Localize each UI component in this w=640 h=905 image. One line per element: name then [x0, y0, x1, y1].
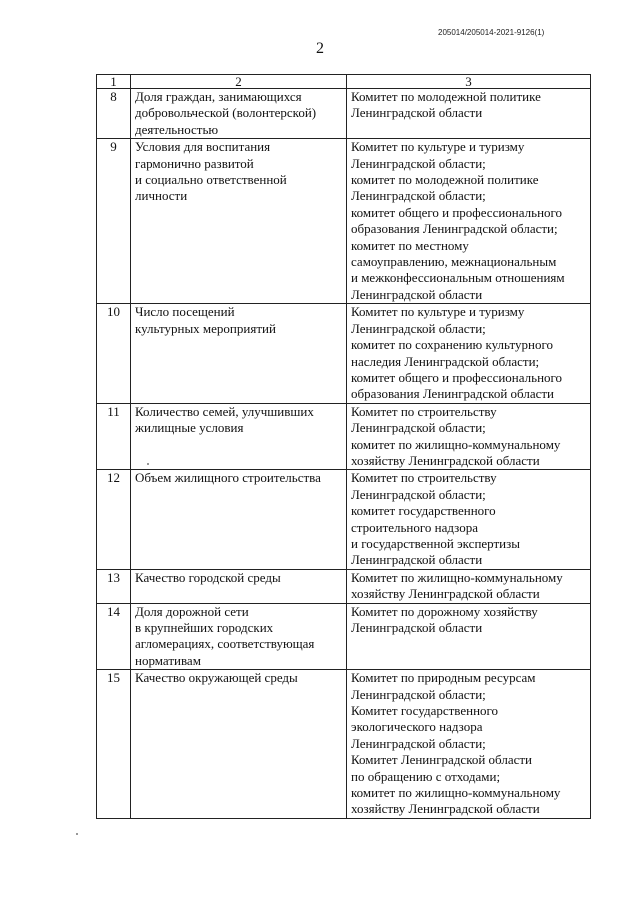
committee-cell [347, 470, 591, 569]
table-row [97, 470, 591, 569]
row-number: 14 [97, 603, 131, 670]
committee-line: комитет по сохранению культурного [351, 337, 553, 353]
committee-line: Комитет по строительству [351, 403, 497, 419]
committee-line: экологического надзора [351, 719, 483, 735]
indicator-cell [131, 403, 347, 470]
committee-line: хозяйству Ленинградской области [351, 586, 540, 602]
committee-line: комитет общего и профессионального [351, 369, 563, 385]
committee-cell [347, 603, 591, 670]
indicator-cell [131, 470, 347, 569]
row-number: 15 [97, 670, 131, 819]
column-header-number: 1 [97, 75, 131, 89]
committee-cell [347, 139, 591, 304]
committee-line: Ленинградской области; [351, 486, 486, 502]
committee-line: образования Ленинградской области; [351, 221, 558, 237]
committee-line: Комитет по жилищно-коммунальному [351, 569, 563, 585]
committee-line: Ленинградской области; [351, 420, 486, 436]
indicator-line: жилищные условия [135, 420, 244, 436]
indicator-cell [131, 670, 347, 819]
committee-cell [347, 89, 591, 139]
indicator-line: Доля дорожной сети [135, 603, 249, 619]
table-row [97, 569, 591, 603]
committee-line: Ленинградской области; [351, 735, 486, 751]
committee-line: комитет по жилищно-коммунальному [351, 436, 561, 452]
committee-line: и государственной экспертизы [351, 535, 521, 551]
committee-line: комитет по местному [351, 237, 469, 253]
indicator-cell [131, 89, 347, 139]
row-number: 12 [97, 470, 131, 569]
committee-line: комитет государственного [351, 503, 496, 519]
committee-line: Комитет Ленинградской области [351, 752, 533, 768]
committee-cell [347, 403, 591, 470]
committee-line: Комитет по строительству [351, 470, 497, 486]
committee-line: Ленинградской области [351, 286, 483, 302]
indicator-cell [131, 603, 347, 670]
page-number: 2 [316, 40, 324, 57]
indicator-cell [131, 304, 347, 403]
committee-line: Ленинградской области [351, 105, 483, 121]
row-number: 11 [97, 403, 131, 470]
table-row [97, 670, 591, 819]
committee-line: Ленинградской области; [351, 188, 486, 204]
committee-line: наследия Ленинградской области; [351, 353, 540, 369]
indicator-line: Условия для воспитания [135, 139, 271, 155]
indicator-line: и социально ответственной [135, 172, 287, 188]
committee-line: и межконфессиональным отношениям [351, 270, 565, 286]
responsibility-table [96, 74, 591, 819]
indicator-line: Доля граждан, занимающихся [135, 89, 302, 104]
committee-line: Комитет государственного [351, 703, 499, 719]
committee-line: комитет общего и профессионального [351, 204, 563, 220]
indicator-line: агломерациях, соответствующая [135, 636, 315, 652]
committee-line: комитет по жилищно-коммунальному [351, 785, 561, 801]
committee-cell [347, 304, 591, 403]
indicator-line: Качество окружающей среды [135, 670, 298, 686]
committee-line: Комитет по культуре и туризму [351, 304, 525, 320]
committee-line: самоуправлению, межнациональным [351, 254, 557, 270]
indicator-line: Количество семей, улучшивших [135, 403, 314, 419]
scan-speck [147, 463, 149, 465]
committee-line: образования Ленинградской области [351, 386, 554, 402]
indicator-line: культурных мероприятий [135, 320, 276, 336]
committee-line: строительного надзора [351, 519, 478, 535]
indicator-line: добровольческой (волонтерской) [135, 105, 317, 121]
indicator-line: Качество городской среды [135, 569, 281, 585]
committee-line: хозяйству Ленинградской области [351, 801, 540, 817]
indicator-line: деятельностью [135, 121, 219, 137]
column-header-indicator: 2 [131, 75, 347, 89]
committee-cell [347, 569, 591, 603]
committee-line: хозяйству Ленинградской области [351, 452, 540, 468]
row-number: 9 [97, 139, 131, 304]
indicator-cell [131, 139, 347, 304]
committee-line: Комитет по культуре и туризму [351, 139, 525, 155]
committee-cell [347, 670, 591, 819]
table-row [97, 603, 591, 670]
committee-line: Комитет по дорожному хозяйству [351, 603, 538, 619]
table-row [97, 304, 591, 403]
indicator-line: в крупнейших городских [135, 620, 274, 635]
table-row [97, 89, 591, 139]
indicator-line: личности [135, 188, 188, 204]
committee-line: Ленинградской области [351, 552, 483, 568]
indicator-line: гармонично развитой [135, 155, 254, 171]
committee-line: Ленинградской области; [351, 686, 486, 702]
row-number: 8 [97, 89, 131, 139]
committee-line: Ленинградской области; [351, 155, 486, 171]
indicator-line: Число посещений [135, 304, 235, 320]
committee-line: Ленинградской области [351, 620, 483, 635]
column-header-committee: 3 [347, 75, 591, 89]
row-number: 13 [97, 569, 131, 603]
committee-line: Ленинградской области; [351, 320, 486, 336]
document-id: 205014/205014-2021-9126(1) [438, 28, 545, 37]
table-header-row [97, 75, 591, 89]
committee-line: Комитет по природным ресурсам [351, 670, 536, 686]
row-number: 10 [97, 304, 131, 403]
table-row [97, 403, 591, 470]
committee-line: по обращению с отходами; [351, 768, 501, 784]
indicator-line: Объем жилищного строительства [135, 470, 321, 486]
scan-speck [76, 833, 78, 835]
indicator-cell [131, 569, 347, 603]
committee-line: комитет по молодежной политике [351, 172, 539, 188]
table-row [97, 139, 591, 304]
committee-line: Комитет по молодежной политике [351, 89, 541, 104]
indicator-line: нормативам [135, 652, 201, 668]
